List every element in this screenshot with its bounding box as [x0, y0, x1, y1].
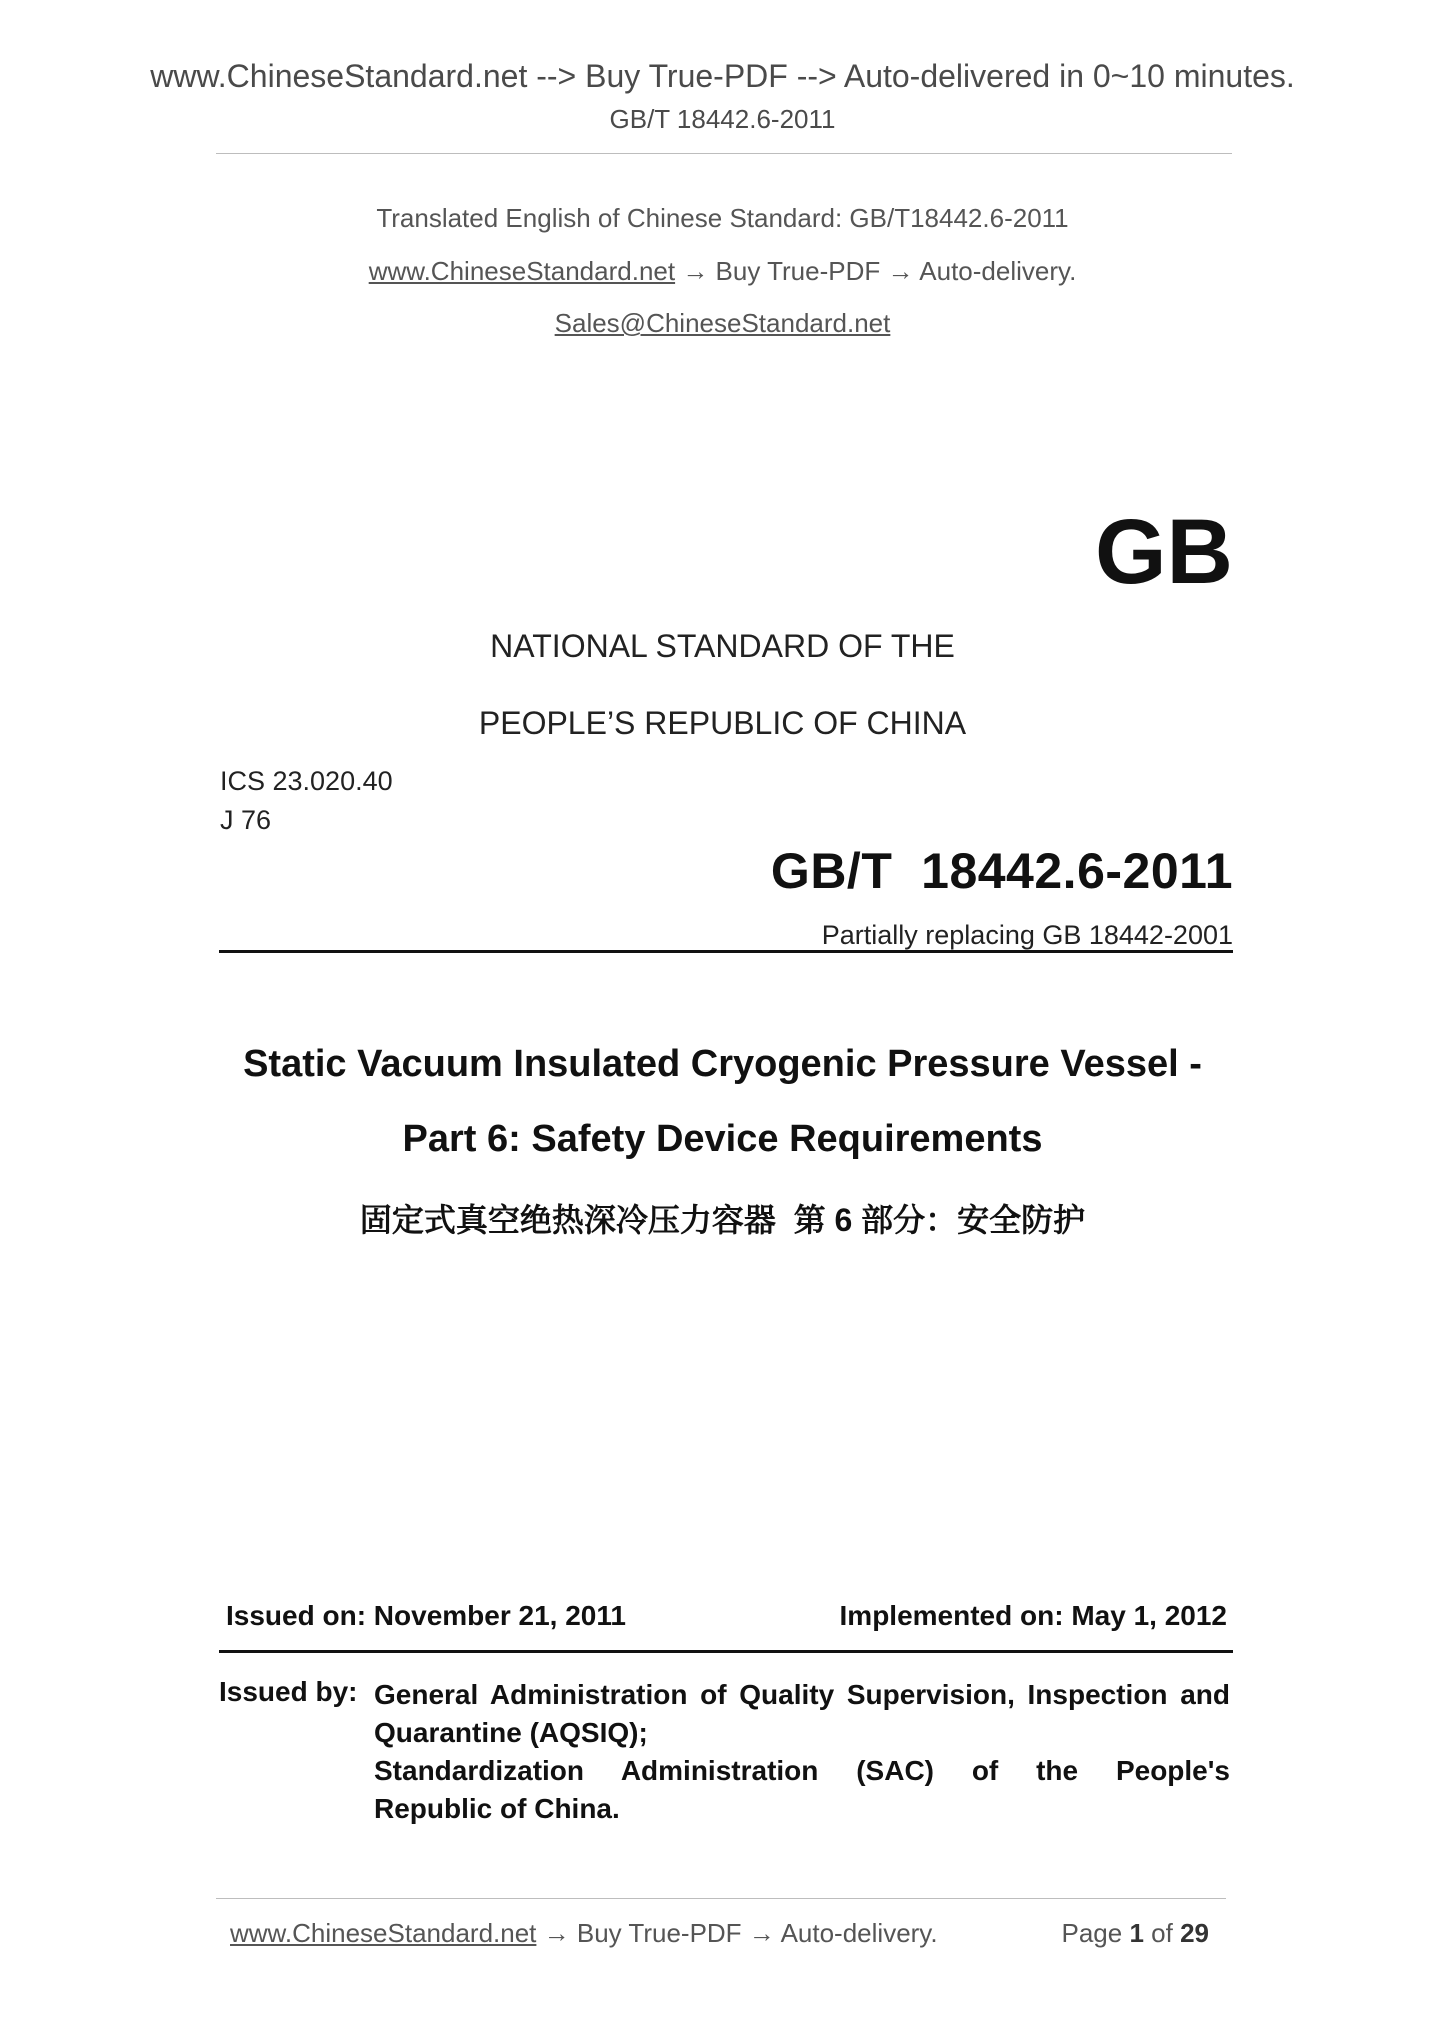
replacing-note: Partially replacing GB 18442-2001 — [821, 920, 1233, 950]
gb-logo-text: GB — [1095, 501, 1233, 603]
page-indicator — [1061, 1918, 1209, 1949]
page-of: of — [1151, 1918, 1173, 1948]
j-code: J 76 — [220, 805, 272, 835]
page-total: 29 — [1180, 1918, 1209, 1948]
site-link[interactable]: www.ChineseStandard.net — [368, 256, 676, 286]
national-standard-line2: PEOPLE’S REPUBLIC OF CHINA — [478, 705, 967, 741]
footer-site-link[interactable]: www.ChineseStandard.net — [230, 1918, 537, 1948]
page-current: 1 — [1129, 1918, 1144, 1948]
footer-divider — [216, 1898, 1226, 1899]
footer-links — [230, 1918, 938, 1949]
national-standard-line1: NATIONAL STANDARD OF THE — [490, 628, 955, 664]
translation-email-line — [0, 308, 1445, 339]
email-link[interactable]: Sales@ChineseStandard.net — [554, 308, 891, 338]
issued-by-line3: Standardization Administration (SAC) of the People's — [374, 1755, 1230, 1786]
issued-by-label: Issued by: — [219, 1676, 358, 1707]
standard-divider — [219, 950, 1233, 953]
ics-code: ICS 23.020.40 — [220, 766, 393, 796]
implemented-on: Implemented on: May 1, 2012 — [839, 1600, 1227, 1631]
title-line2: Part 6: Safety Device Requirements — [402, 1118, 1043, 1160]
translation-delivery-line — [0, 256, 1445, 287]
standard-number: GB/T 18442.6-2011 — [770, 843, 1233, 899]
translation-note: Translated English of Chinese Standard: GB/T18442.6-2011 — [376, 203, 1069, 233]
delivery-text: → Buy True-PDF → Auto-delivery. — [675, 256, 1077, 286]
header-banner: www.ChineseStandard.net --> Buy True-PDF --> Auto-delivered in 0~10 minutes. — [150, 58, 1295, 94]
title-chinese: 固定式真空绝热深冷压力容器 第 6 部分：安全防护 — [359, 1202, 1086, 1238]
issued-on: Issued on: November 21, 2011 — [226, 1600, 626, 1631]
footer-delivery-text: → Buy True-PDF → Auto-delivery. — [536, 1918, 938, 1948]
title-line1: Static Vacuum Insulated Cryogenic Pressure Vessel - — [243, 1043, 1202, 1085]
issue-divider — [219, 1650, 1233, 1653]
page-label: Page — [1061, 1918, 1123, 1948]
issued-by-line2: Quarantine (AQSIQ); — [374, 1717, 648, 1748]
header-standard-number: GB/T 18442.6-2011 — [609, 104, 836, 134]
issued-by-line1: General Administration of Quality Supervision, Inspection and — [374, 1679, 1230, 1710]
issued-by-text — [374, 1676, 1230, 1828]
header-divider — [216, 153, 1232, 154]
issued-by-line4: Republic of China. — [374, 1793, 620, 1824]
